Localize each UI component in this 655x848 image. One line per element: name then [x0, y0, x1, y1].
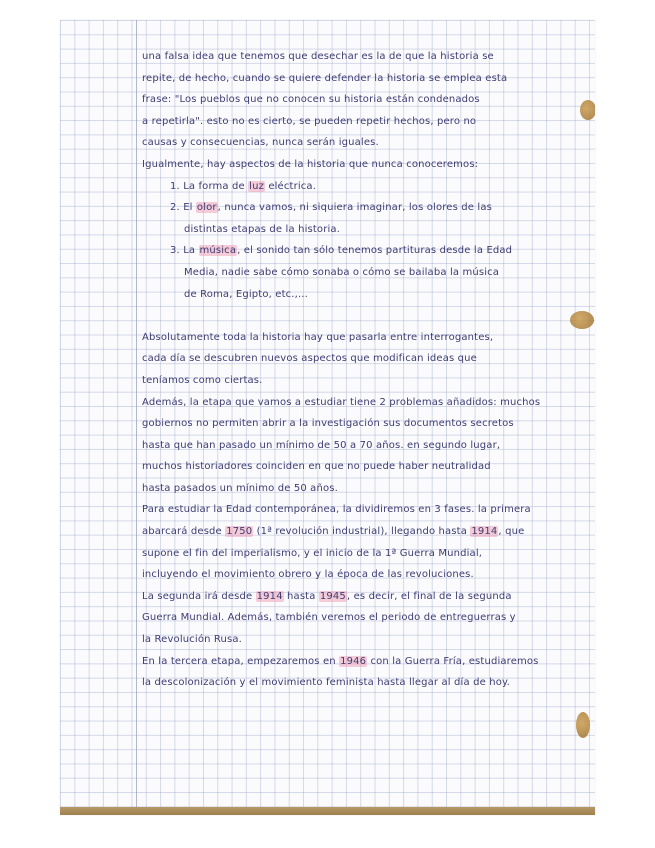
- text-line: la Revolución Rusa.: [142, 634, 243, 646]
- text-line: la descolonización y el movimiento feminista hasta llegar al día de hoy.: [142, 677, 510, 689]
- highlighted-year: 1945: [319, 590, 346, 602]
- list-text: , nunca vamos, ni siquiera imaginar, los olores de las: [217, 202, 492, 214]
- text-line: teníamos como ciertas.: [142, 374, 263, 386]
- highlighted-word: olor: [196, 202, 217, 214]
- text-line: [142, 521, 592, 543]
- coffee-stain: [576, 712, 590, 738]
- highlighted-year: 1914: [256, 590, 283, 602]
- text-span: con la Guerra Fría, estudiaremos: [367, 655, 539, 667]
- list-number: 3.: [170, 245, 180, 257]
- text-line: hasta pasados un mínimo de 50 años.: [142, 482, 338, 494]
- text-line: Igualmente, hay aspectos de la historia que nunca conoceremos:: [142, 158, 479, 170]
- text-line: Además, la etapa que vamos a estudiar tiene 2 problemas añadidos: muchos: [142, 396, 541, 408]
- blank-line: [142, 305, 592, 327]
- text-line: a repetirla". esto no es cierto, se pueden repetir hechos, pero no: [142, 115, 477, 127]
- text-line: repite, de hecho, cuando se quiere defender la historia se emplea esta: [142, 72, 508, 84]
- margin-line: [136, 20, 137, 815]
- text-line: causas y consecuencias, nunca serán iguales.: [142, 137, 379, 149]
- list-number: 1.: [170, 180, 180, 192]
- highlighted-year: 1914: [471, 526, 498, 538]
- text-span: La segunda irá desde: [142, 590, 256, 602]
- text-line: Absolutamente toda la historia hay que pasarla entre interrogantes,: [142, 331, 494, 343]
- highlighted-word: música: [199, 245, 237, 257]
- list-text: El: [183, 202, 196, 214]
- highlighted-year: 1946: [340, 655, 367, 667]
- text-line: cada día se descubren nuevos aspectos que modifican ideas que: [142, 353, 477, 365]
- text-line: frase: "Los pueblos que no conocen su historia están condenados: [142, 94, 480, 106]
- page-bottom-edge: [60, 807, 595, 815]
- list-number: 2.: [170, 202, 180, 214]
- text-line: Guerra Mundial. Además, también veremos el periodo de entreguerras y: [142, 612, 516, 624]
- text-span: abarcará desde: [142, 526, 226, 538]
- text-span: En la tercera etapa, empezaremos en: [142, 655, 340, 667]
- list-item: [142, 240, 592, 262]
- text-span: , es decir, el final de la segunda: [346, 590, 512, 602]
- text-line: supone el fin del imperialismo, y el inicio de la 1ª Guerra Mundial,: [142, 547, 483, 559]
- text-line: muchos historiadores coinciden en que no puede haber neutralidad: [142, 461, 491, 473]
- list-item-continuation: distintas etapas de la historia.: [184, 223, 341, 235]
- list-text: eléctrica.: [265, 180, 317, 192]
- text-line: [142, 586, 592, 608]
- list-item-continuation: de Roma, Egipto, etc.,...: [184, 288, 308, 300]
- list-item: [142, 197, 592, 219]
- notebook-page: [60, 20, 595, 815]
- text-line: gobiernos no permiten abrir a la investigación sus documentos secretos: [142, 418, 514, 430]
- list-item-continuation: Media, nadie sabe cómo sonaba o cómo se bailaba la música: [184, 266, 500, 278]
- text-line: [142, 651, 592, 673]
- list-item: [142, 176, 592, 198]
- text-line: hasta que han pasado un mínimo de 50 a 70 años. en segundo lugar,: [142, 439, 501, 451]
- list-text: La: [183, 245, 199, 257]
- text-line: una falsa idea que tenemos que desechar es la de que la historia se: [142, 51, 494, 62]
- highlighted-word: luz: [249, 180, 264, 192]
- list-text: , el sonido tan sólo tenemos partituras desde la Edad: [237, 245, 513, 257]
- text-span: (1ª revolución industrial), llegando hasta: [253, 526, 471, 538]
- list-text: La forma de: [183, 180, 249, 192]
- text-span: hasta: [283, 590, 319, 602]
- text-span: , que: [498, 526, 525, 538]
- highlighted-year: 1750: [226, 526, 253, 538]
- text-line: incluyendo el movimiento obrero y la época de las revoluciones.: [142, 569, 474, 581]
- handwritten-text: [142, 46, 592, 694]
- text-line: Para estudiar la Edad contemporánea, la dividiremos en 3 fases. la primera: [142, 504, 531, 516]
